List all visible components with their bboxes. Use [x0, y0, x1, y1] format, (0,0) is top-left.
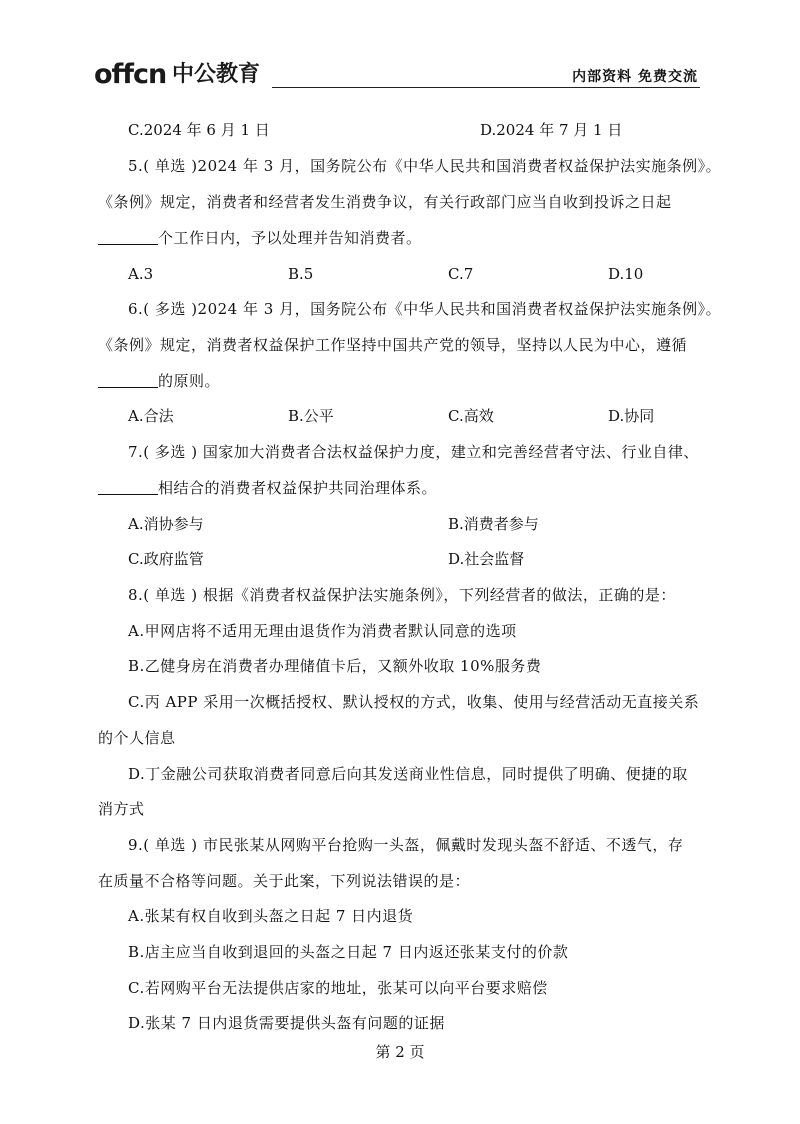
q7-option-c: C.政府监管 [128, 550, 204, 568]
q5-option-d: D.10 [608, 265, 644, 283]
q9-stem-line2: 在质量不合格等问题。关于此案，下列说法错误的是： [98, 872, 471, 890]
page-number: 第 2 页 [375, 1043, 425, 1061]
q5-stem-line2: 《条例》规定，消费者和经营者发生消费争议，有关行政部门应当自收到投诉之日起 [98, 193, 672, 211]
q4-option-c: C.2024 年 6 月 1 日 [128, 121, 270, 139]
q8-option-d-line2: 消方式 [98, 800, 145, 818]
q6-option-b: B.公平 [288, 407, 334, 425]
q8-option-c-line1: C.丙 APP 采用一次概括授权、默认授权的方式，收集、使用与经营活动无直接关系 [128, 693, 700, 711]
q5-stem-line1: 5.( 单选 )2024 年 3 月，国务院公布《中华人民共和国消费者权益保护法实施条例》。 [128, 157, 722, 175]
q5-option-c: C.7 [448, 265, 474, 283]
q7-option-d: D.社会监督 [448, 550, 525, 568]
q6-option-a: A.合法 [128, 407, 174, 425]
q8-stem: 8.( 单选 ) 根据《消费者权益保护法实施条例》，下列经营者的做法，正确的是： [128, 586, 676, 604]
answer-blank [98, 480, 158, 495]
q9-option-b: B.店主应当自收到退回的头盔之日起 7 日内返还张某支付的价款 [128, 943, 569, 961]
q4-option-d: D.2024 年 7 月 1 日 [480, 121, 623, 139]
page-header [94, 60, 700, 90]
offcn-logo: offcn [94, 59, 167, 90]
q5-stem-line3: 个工作日内，予以处理并告知消费者。 [98, 228, 422, 248]
header-tagline: 内部资料 免费交流 [572, 69, 698, 85]
q6-stem-line3: 的原则。 [98, 371, 220, 391]
q7-stem-line2: 相结合的消费者权益保护共同治理体系。 [98, 478, 437, 498]
answer-blank [98, 373, 158, 388]
q9-stem-line1: 9.( 单选 ) 市民张某从网购平台抢购一头盔，佩戴时发现头盔不舒适、不透气，存 [128, 836, 684, 854]
q7-option-b: B.消费者参与 [448, 515, 539, 533]
q6-option-d: D.协同 [608, 407, 655, 425]
q6-stem-line2: 《条例》规定，消费者权益保护工作坚持中国共产党的领导，坚持以人民为中心，遵循 [98, 336, 688, 354]
q6-option-c: C.高效 [448, 407, 494, 425]
q8-option-c-line2: 的个人信息 [98, 729, 176, 747]
q9-option-c: C.若网购平台无法提供店家的地址，张某可以向平台要求赔偿 [128, 979, 548, 997]
q5-option-a: A.3 [128, 265, 154, 283]
answer-blank [98, 230, 158, 245]
q8-option-a: A.甲网店将不适用无理由退货作为消费者默认同意的选项 [128, 622, 517, 640]
q6-stem-line1: 6.( 多选 )2024 年 3 月，国务院公布《中华人民共和国消费者权益保护法实施条例》。 [128, 300, 722, 318]
q7-option-a: A.消协参与 [128, 515, 204, 533]
q7-stem-line1: 7.( 多选 ) 国家加大消费者合法权益保护力度，建立和完善经营者守法、行业自律、 [128, 443, 699, 461]
q9-option-d: D.张某 7 日内退货需要提供头盔有问题的证据 [128, 1014, 445, 1032]
q8-option-b: B.乙健身房在消费者办理储值卡后，又额外收取 10%服务费 [128, 657, 542, 675]
q9-option-a: A.张某有权自收到头盔之日起 7 日内退货 [128, 907, 414, 925]
logo-chinese-name: 中公教育 [172, 62, 261, 87]
header-divider [272, 87, 700, 88]
q5-option-b: B.5 [288, 265, 314, 283]
q8-option-d-line1: D.丁金融公司获取消费者同意后向其发送商业性信息，同时提供了明确、便捷的取 [128, 765, 688, 783]
